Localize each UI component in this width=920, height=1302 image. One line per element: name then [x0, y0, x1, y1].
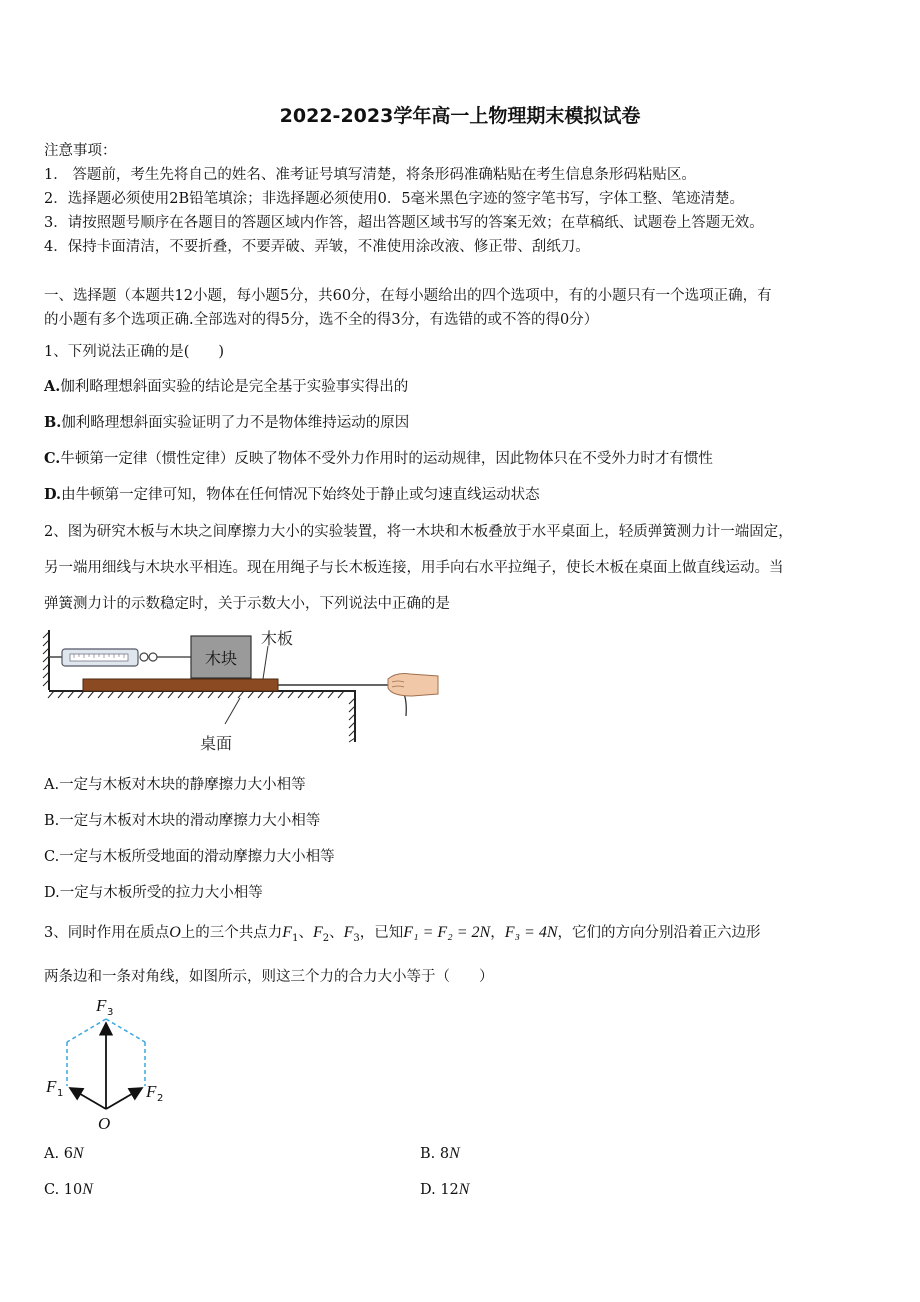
hexagon-force-figure [40, 993, 180, 1133]
q3-option-d-label: D. 12 [420, 1182, 459, 1198]
force-f1-arrow [70, 1088, 106, 1109]
q3-stem-line2: 两条边和一条对角线，如图所示，则这三个力的合力大小等于（ ） [44, 969, 494, 985]
q3-stem-b: 上的三个共点力 [180, 925, 283, 941]
q3-point-o: O [169, 924, 181, 941]
q3-option-a-unit: N [72, 1145, 84, 1162]
section-instructions-line2: 的小题有多个选项正确.全部选对的得5分，选不全的得3分，有选错的或不答的得0分） [44, 312, 599, 328]
hand-icon [388, 674, 438, 696]
q3-option-a [44, 1145, 84, 1163]
q3-f1: F [282, 924, 293, 941]
table-hatching [48, 691, 344, 698]
q2-stem-line3: 弹簧测力计的示数稳定时，关于示数大小，下列说法中正确的是 [44, 596, 450, 612]
q3-f1-sub: 1 [292, 932, 299, 944]
label-f2: F [146, 1082, 157, 1101]
q3-f2: F [312, 924, 323, 941]
q2-option-b: B.一定与木板对木块的滑动摩擦力大小相等 [44, 813, 321, 829]
label-f1: F [46, 1077, 57, 1096]
q3-f2-sub: 2 [322, 932, 330, 944]
q2-option-d: D.一定与木板所受的拉力大小相等 [44, 885, 263, 901]
q1-option-c-text: 牛顿第一定律（惯性定律）反映了物体不受外力作用时的运动规律，因此物体只在不受外力时才有惯性 [60, 451, 713, 467]
q3-stem-line1 [44, 921, 761, 944]
q3-stem-a: 3、同时作用在质点 [44, 925, 170, 941]
q1-option-b-label: B. [44, 414, 62, 431]
q3-f3: F [343, 924, 354, 941]
force-f2-arrow [106, 1088, 142, 1109]
q3-comma: ， [490, 925, 505, 941]
friction-experiment-figure [40, 624, 445, 754]
q1-option-d [44, 483, 540, 504]
spring-scale [49, 649, 157, 666]
q2-stem-line1: 2、图为研究木板与木块之间摩擦力大小的实验装置，将一木块和木板叠放于水平桌面上，轻质弹簧测力计一端固定， [44, 524, 793, 540]
q2-option-a: A.一定与木板对木块的静摩擦力大小相等 [44, 777, 306, 793]
q1-stem: 1、下列说法正确的是( ) [44, 344, 225, 360]
board-label: 木板 [261, 629, 294, 648]
q3-option-a-label: A. 6 [44, 1146, 73, 1162]
q3-sep1: 、 [298, 925, 313, 941]
section-instructions-line1: 一、选择题（本题共12小题，每小题5分，共60分，在每小题给出的四个选项中，有的小题只有一个选项正确，有 [44, 288, 772, 304]
notes-heading: 注意事项： [44, 143, 117, 159]
q3-option-b-label: B. 8 [420, 1146, 450, 1162]
q2-stem-line2: 另一端用细线与木块水平相连。现在用绳子与长木板连接，用手向右水平拉绳子，使长木板在桌面上做直线运动。当 [44, 560, 784, 576]
q3-option-d-unit: N [458, 1181, 470, 1198]
q3-f3-sub: 3 [353, 932, 360, 944]
wooden-board [83, 679, 278, 691]
page-title: 2022-2023学年高一上物理期末模拟试卷 [279, 105, 641, 127]
q1-option-a-label: A. [44, 378, 61, 395]
q3-equation-2: F₃ = 4N [504, 924, 558, 941]
q3-option-d [420, 1181, 469, 1199]
q3-option-b [420, 1145, 460, 1163]
q3-option-b-unit: N [449, 1145, 460, 1162]
wood-block-label: 木块 [204, 649, 238, 668]
q1-option-a-text: 伽利略理想斜面实验的结论是完全基于实验事实得出的 [60, 379, 409, 395]
label-o: O [98, 1114, 111, 1133]
table-label-pointer [225, 698, 240, 724]
note-item-1: 1． 答题前，考生先将自己的姓名、准考证号填写清楚，将条形码准确粘贴在考生信息条形码粘贴区。 [44, 167, 696, 183]
q3-option-c-unit: N [82, 1181, 93, 1198]
q3-option-c-label: C. 10 [44, 1182, 83, 1198]
q3-sep2: 、 [329, 925, 344, 941]
q1-option-c-label: C. [44, 450, 61, 467]
label-f3-sub: 3 [107, 1007, 114, 1018]
q1-option-b [44, 411, 409, 432]
q3-equation-1: F₁ = F₂ = 2N [403, 924, 491, 941]
label-f2-sub: 2 [157, 1093, 164, 1104]
q3-stem-d: ，它们的方向分别沿着正六边形 [557, 925, 761, 941]
q1-option-a [44, 375, 408, 396]
q3-stem-c: ，已知 [359, 925, 404, 941]
q1-option-d-text: 由牛顿第一定律可知，物体在任何情况下始终处于静止或匀速直线运动状态 [61, 487, 540, 503]
label-f3: F [96, 996, 107, 1015]
note-item-2: 2．选择题必须使用2B铅笔填涂；非选择题必须使用0．5毫米黑色字迹的签字笔书写，字体工整、笔迹清楚。 [44, 191, 745, 207]
board-label-pointer [263, 646, 268, 679]
q1-option-b-text: 伽利略理想斜面实验证明了力不是物体维持运动的原因 [61, 415, 410, 431]
q1-option-d-label: D. [44, 486, 62, 503]
note-item-4: 4．保持卡面清洁，不要折叠，不要弄破、弄皱，不准使用涂改液、修正带、刮纸刀。 [44, 239, 590, 255]
table-label: 桌面 [200, 734, 233, 753]
q1-option-c [44, 447, 713, 468]
note-item-3: 3．请按照题号顺序在各题目的答题区域内作答，超出答题区域书写的答案无效；在草稿纸、试题卷上答题无效。 [44, 215, 764, 231]
label-f1-sub: 1 [57, 1088, 64, 1099]
q3-option-c [44, 1181, 93, 1199]
q2-option-c: C.一定与木板所受地面的滑动摩擦力大小相等 [44, 849, 335, 865]
